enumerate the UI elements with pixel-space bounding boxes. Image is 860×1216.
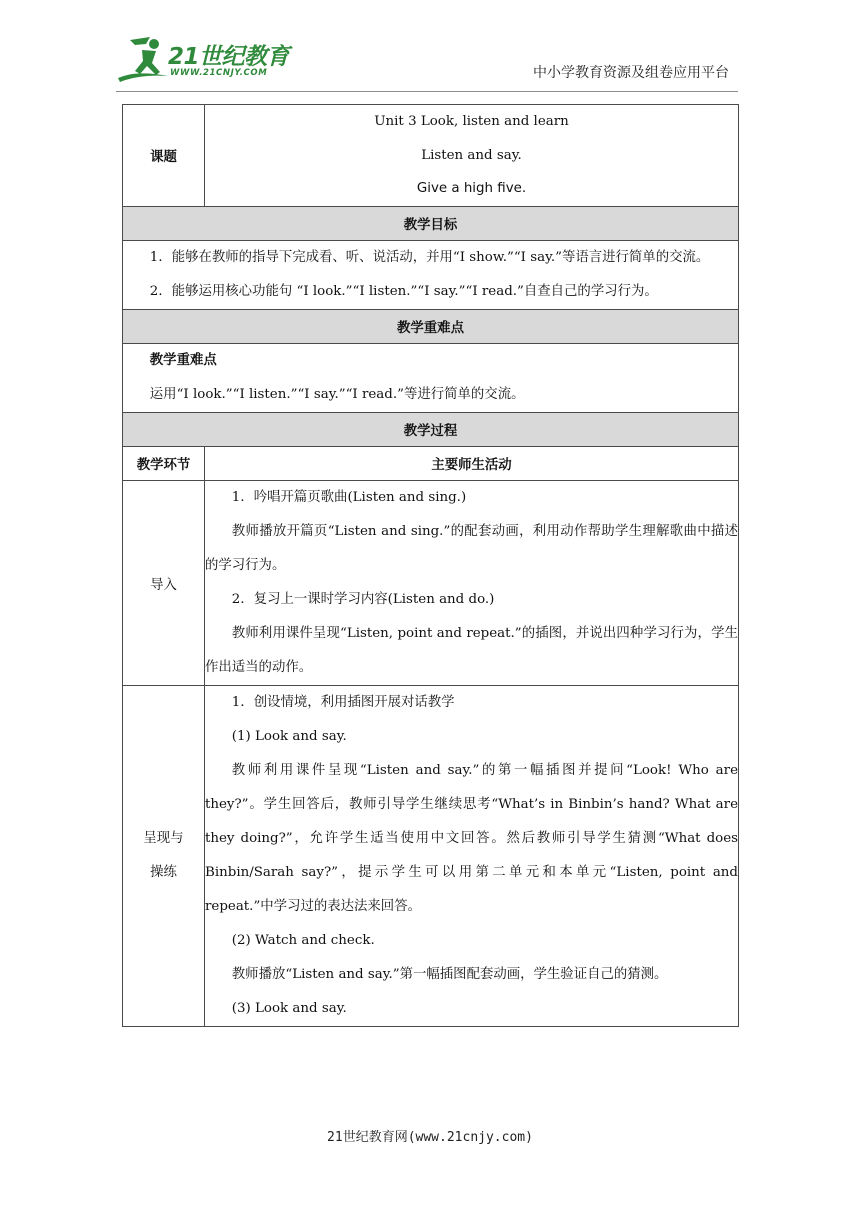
process-columns-row	[123, 447, 739, 481]
site-logo[interactable]	[116, 34, 290, 84]
stage-name	[123, 686, 205, 1027]
activity-paragraph: (3) Look and say.	[231, 1001, 347, 1017]
page-footer[interactable]: 21世纪教育网(www.21cnjy.com)	[327, 1130, 533, 1145]
running-figure-icon	[116, 34, 172, 84]
objectives-heading: 教学目标	[123, 207, 739, 241]
lesson-title-label: 课题	[123, 105, 205, 207]
activity-paragraph: 教师利用课件呈现“Listen, point and repeat.”的插图，并说出四种学习行为，学生作出适当的动作。	[205, 626, 738, 676]
activity-paragraph: 教师利用课件呈现“Listen and say.”的第一幅插图并提问“Look! Who are they?”。学生回答后，教师引导学生继续思考“What’s in Binbin’s hand? What are they doing?”，允许学生适当使用中文回答。然后教师引导学生猜测“What does Binbin/Sarah say?”，提示学生可以用第二单元和本单元“Listen, point and repeat.”中学习过的表达法来回答。	[205, 763, 738, 915]
activity-paragraph: 教师播放“Listen and say.”第一幅插图配套动画，学生验证自己的猜测。	[231, 967, 668, 983]
objective-item: 2．能够运用核心功能句 “I look.”“I listen.”“I say.”“I read.”自查自己的学习行为。	[149, 284, 658, 300]
key-points-text: 运用“I look.”“I listen.”“I say.”“I read.”等进行简单的交流。	[149, 387, 525, 403]
stage-activities	[205, 481, 739, 686]
objectives-cell	[123, 241, 739, 310]
activity-paragraph: 1．创设情境，利用插图开展对话教学	[231, 695, 455, 711]
stage-name-line: 操练	[150, 865, 177, 881]
stage-name-line: 呈现与	[143, 831, 184, 847]
header-divider	[116, 91, 738, 92]
lesson-title-line: Listen and say.	[421, 147, 522, 163]
lesson-plan-table	[122, 104, 739, 1027]
page-header	[0, 0, 860, 100]
key-points-row	[123, 344, 739, 413]
objective-item: 1．能够在教师的指导下完成看、听、说活动，并用“I show.”“I say.”等语言进行简单的交流。	[149, 250, 710, 266]
stage-column-header: 教学环节	[123, 447, 205, 481]
platform-title: 中小学教育资源及组卷应用平台	[533, 65, 729, 81]
key-points-heading-row	[123, 310, 739, 344]
process-heading: 教学过程	[123, 413, 739, 447]
lesson-title-line: Give a high five.	[416, 181, 527, 197]
stage-name: 导入	[123, 481, 205, 686]
activity-paragraph: 教师播放开篇页“Listen and sing.”的配套动画，利用动作帮助学生理解歌曲中描述的学习行为。	[205, 524, 738, 574]
logo-url: WWW.21CNJY.COM	[170, 68, 268, 78]
logo-wordmark: 21世纪教育	[168, 44, 290, 70]
activity-paragraph: (2) Watch and check.	[231, 933, 375, 949]
lesson-title-line: Unit 3 Look, listen and learn	[374, 114, 569, 129]
activity-paragraph: 1．吟唱开篇页歌曲(Listen and sing.)	[231, 490, 467, 506]
stage-row	[123, 481, 739, 686]
activity-column-header: 主要师生活动	[205, 447, 739, 481]
key-points-heading: 教学重难点	[123, 310, 739, 344]
stage-activities	[205, 686, 739, 1027]
activity-paragraph: 2．复习上一课时学习内容(Listen and do.)	[231, 592, 495, 608]
lesson-title-cell	[205, 105, 739, 207]
key-points-cell	[123, 344, 739, 413]
activity-paragraph: (1) Look and say.	[231, 729, 347, 745]
lesson-title-row	[123, 105, 739, 207]
objectives-heading-row	[123, 207, 739, 241]
key-points-subheading: 教学重难点	[149, 353, 217, 369]
process-heading-row	[123, 413, 739, 447]
stage-row	[123, 686, 739, 1027]
objectives-row	[123, 241, 739, 310]
